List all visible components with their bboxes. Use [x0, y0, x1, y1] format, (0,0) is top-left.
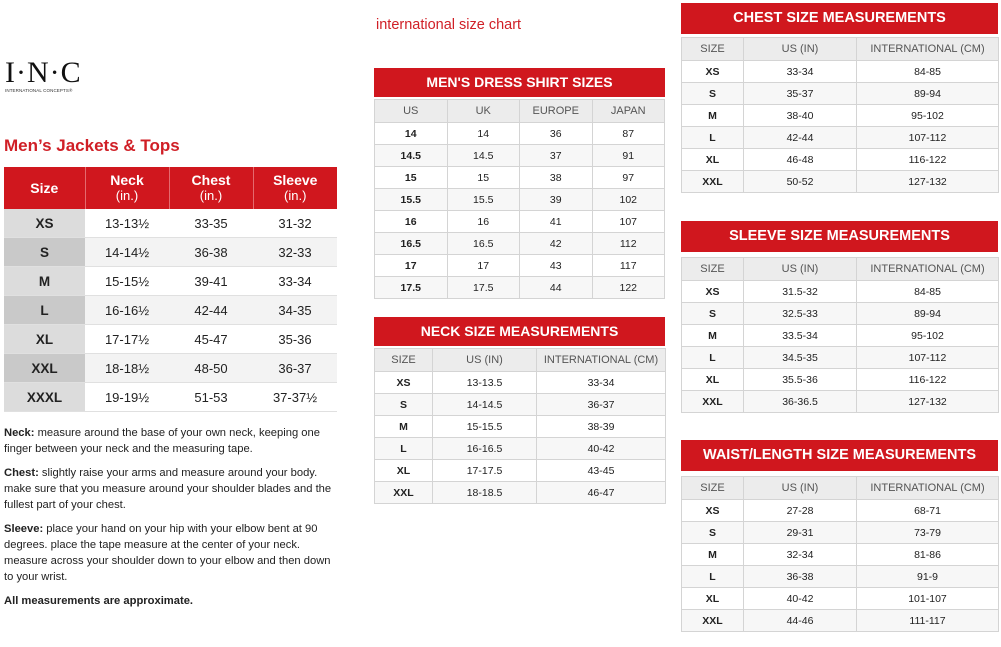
table-row	[682, 303, 999, 325]
size-cell: XS	[682, 281, 744, 303]
sleeve-size-title: SLEEVE SIZE MEASUREMENTS	[681, 221, 998, 252]
size-cell: L	[682, 347, 744, 369]
table-row	[682, 281, 999, 303]
size-cell: 16.5	[375, 233, 448, 255]
table-row	[375, 372, 666, 394]
note-label: Chest:	[4, 467, 39, 479]
table-row	[682, 83, 999, 105]
table-body	[682, 281, 999, 413]
value-cell: 31-32	[253, 209, 337, 238]
logo-tagline: INTERNATIONAL CONCEPTS®	[5, 88, 73, 93]
value-cell: 97	[592, 167, 665, 189]
column-header: SIZE	[682, 258, 744, 281]
value-cell: 35-37	[744, 83, 857, 105]
neck-size-table	[374, 348, 666, 504]
size-cell: 17	[375, 255, 448, 277]
size-cell: XXXL	[4, 383, 85, 412]
table-row	[682, 127, 999, 149]
value-cell: 117	[592, 255, 665, 277]
table-row	[4, 267, 337, 296]
table-row	[375, 482, 666, 504]
size-cell: XL	[682, 588, 744, 610]
value-cell: 32-34	[744, 544, 857, 566]
size-cell: M	[682, 325, 744, 347]
neck-note	[4, 425, 339, 457]
table-row	[682, 149, 999, 171]
header-label: Sleeve	[273, 172, 318, 188]
jackets-size-table	[4, 167, 337, 412]
logo-mark: I·N·C	[5, 56, 82, 89]
value-cell: 15.5	[447, 189, 520, 211]
value-cell: 107	[592, 211, 665, 233]
table-header-row	[682, 258, 999, 281]
column-header: US (IN)	[433, 349, 537, 372]
note-text: place your hand on your hip with your elbow bent at 90 degrees. place the tape measure at the center of your neck. measure across your shoulder down to your elbow and then down to your wrist.	[4, 523, 331, 583]
table-row	[682, 522, 999, 544]
value-cell: 127-132	[857, 391, 999, 413]
header-unit: (in.)	[284, 188, 307, 203]
chest-size-title: CHEST SIZE MEASUREMENTS	[681, 3, 998, 34]
size-cell: 14.5	[375, 145, 448, 167]
table-row	[375, 145, 665, 167]
table-row	[4, 383, 337, 412]
value-cell: 44	[520, 277, 593, 299]
column-header: US (IN)	[744, 38, 857, 61]
value-cell: 35-36	[253, 325, 337, 354]
column-header: INTERNATIONAL (CM)	[857, 258, 999, 281]
value-cell: 15	[447, 167, 520, 189]
column-header: US (IN)	[744, 477, 857, 500]
value-cell: 34.5-35	[744, 347, 857, 369]
note-text: measure around the base of your own neck, keeping one finger between your neck and the measuring tape.	[4, 427, 320, 455]
value-cell: 34-35	[253, 296, 337, 325]
value-cell: 36-38	[169, 238, 253, 267]
size-cell: L	[682, 127, 744, 149]
size-cell: 14	[375, 123, 448, 145]
size-cell: XXL	[375, 482, 433, 504]
size-cell: 15.5	[375, 189, 448, 211]
value-cell: 39-41	[169, 267, 253, 296]
size-cell: XS	[4, 209, 85, 238]
column-header: SIZE	[682, 38, 744, 61]
size-cell: XXL	[682, 610, 744, 632]
value-cell: 127-132	[857, 171, 999, 193]
size-cell: L	[4, 296, 85, 325]
table-row	[4, 209, 337, 238]
waist-length-title: WAIST/LENGTH SIZE MEASUREMENTS	[681, 440, 998, 471]
value-cell: 15-15½	[85, 267, 169, 296]
value-cell: 40-42	[744, 588, 857, 610]
value-cell: 33-34	[744, 61, 857, 83]
value-cell: 84-85	[857, 281, 999, 303]
value-cell: 73-79	[857, 522, 999, 544]
table-row	[4, 296, 337, 325]
value-cell: 84-85	[857, 61, 999, 83]
table-row	[375, 255, 665, 277]
approx-note	[4, 593, 339, 609]
value-cell: 50-52	[744, 171, 857, 193]
value-cell: 14.5	[447, 145, 520, 167]
value-cell: 95-102	[857, 105, 999, 127]
table-row	[4, 354, 337, 383]
size-cell: S	[682, 83, 744, 105]
value-cell: 33.5-34	[744, 325, 857, 347]
inc-logo	[5, 56, 82, 93]
value-cell: 36-37	[253, 354, 337, 383]
dress-shirt-table	[374, 99, 665, 299]
table-row	[375, 416, 666, 438]
table-row	[682, 500, 999, 522]
value-cell: 102	[592, 189, 665, 211]
table-row	[375, 394, 666, 416]
table-row	[682, 369, 999, 391]
table-header-row	[682, 477, 999, 500]
note-label: Sleeve:	[4, 523, 44, 535]
value-cell: 35.5-36	[744, 369, 857, 391]
chest-note	[4, 465, 339, 513]
value-cell: 87	[592, 123, 665, 145]
column-header: US	[375, 100, 448, 123]
value-cell: 116-122	[857, 149, 999, 171]
value-cell: 122	[592, 277, 665, 299]
value-cell: 95-102	[857, 325, 999, 347]
value-cell: 36-38	[744, 566, 857, 588]
value-cell: 111-117	[857, 610, 999, 632]
size-cell: L	[682, 566, 744, 588]
table-row	[375, 438, 666, 460]
table-row	[375, 167, 665, 189]
value-cell: 48-50	[169, 354, 253, 383]
table-body	[4, 209, 337, 412]
header-label: Size	[30, 179, 59, 196]
note-label: Neck:	[4, 427, 35, 439]
table-header-row	[375, 100, 665, 123]
size-cell: L	[375, 438, 433, 460]
note-text: slightly raise your arms and measure around your body. make sure that you measure around your shoulder blades and the fullest part of your chest.	[4, 467, 332, 511]
value-cell: 36	[520, 123, 593, 145]
header-label: Neck	[110, 172, 144, 188]
neck-size-title: NECK SIZE MEASUREMENTS	[374, 317, 665, 346]
table-header-row	[682, 38, 999, 61]
value-cell: 39	[520, 189, 593, 211]
column-header: INTERNATIONAL (CM)	[857, 477, 999, 500]
table-row	[682, 61, 999, 83]
table-row	[375, 123, 665, 145]
size-cell: XXL	[682, 391, 744, 413]
value-cell: 14	[447, 123, 520, 145]
column-header: INTERNATIONAL (CM)	[857, 38, 999, 61]
table-row	[682, 325, 999, 347]
value-cell: 18-18.5	[433, 482, 537, 504]
value-cell: 38-40	[744, 105, 857, 127]
table-body	[682, 500, 999, 632]
value-cell: 38-39	[537, 416, 666, 438]
table-row	[682, 171, 999, 193]
value-cell: 37-37½	[253, 383, 337, 412]
table-header-row	[4, 167, 337, 209]
value-cell: 89-94	[857, 303, 999, 325]
column-header: UK	[447, 100, 520, 123]
value-cell: 81-86	[857, 544, 999, 566]
table-row	[4, 325, 337, 354]
value-cell: 33-34	[253, 267, 337, 296]
header-label: Chest	[191, 172, 231, 188]
table-row	[682, 610, 999, 632]
header-unit: (in.)	[199, 188, 223, 203]
value-cell: 116-122	[857, 369, 999, 391]
value-cell: 17-17.5	[433, 460, 537, 482]
waist-length-table	[681, 476, 999, 632]
size-cell: S	[682, 522, 744, 544]
value-cell: 46-48	[744, 149, 857, 171]
value-cell: 107-112	[857, 347, 999, 369]
value-cell: 17.5	[447, 277, 520, 299]
value-cell: 16-16½	[85, 296, 169, 325]
size-cell: M	[682, 544, 744, 566]
size-cell: XL	[682, 149, 744, 171]
table-row	[375, 277, 665, 299]
jackets-tops-title: Men’s Jackets & Tops	[4, 136, 180, 155]
value-cell: 40-42	[537, 438, 666, 460]
value-cell: 16	[447, 211, 520, 233]
value-cell: 15-15.5	[433, 416, 537, 438]
value-cell: 16.5	[447, 233, 520, 255]
value-cell: 42-44	[169, 296, 253, 325]
value-cell: 17-17½	[85, 325, 169, 354]
table-row	[682, 588, 999, 610]
value-cell: 32-33	[253, 238, 337, 267]
column-header: EUROPE	[520, 100, 593, 123]
value-cell: 38	[520, 167, 593, 189]
column-header: SIZE	[682, 477, 744, 500]
value-cell: 45-47	[169, 325, 253, 354]
table-body	[375, 372, 666, 504]
value-cell: 43	[520, 255, 593, 277]
dress-shirt-title: MEN'S DRESS SHIRT SIZES	[374, 68, 665, 97]
value-cell: 27-28	[744, 500, 857, 522]
size-cell: 16	[375, 211, 448, 233]
value-cell: 112	[592, 233, 665, 255]
value-cell: 18-18½	[85, 354, 169, 383]
header-unit: (in.)	[115, 188, 139, 203]
header-sleeve	[253, 167, 337, 209]
table-row	[682, 566, 999, 588]
value-cell: 91	[592, 145, 665, 167]
value-cell: 13-13.5	[433, 372, 537, 394]
size-cell: 15	[375, 167, 448, 189]
size-cell: 17.5	[375, 277, 448, 299]
value-cell: 51-53	[169, 383, 253, 412]
size-cell: S	[4, 238, 85, 267]
size-cell: XL	[375, 460, 433, 482]
measurement-notes	[4, 425, 339, 617]
chest-size-table	[681, 37, 999, 193]
table-row	[682, 544, 999, 566]
value-cell: 37	[520, 145, 593, 167]
value-cell: 44-46	[744, 610, 857, 632]
table-body	[375, 123, 665, 299]
value-cell: 14-14½	[85, 238, 169, 267]
table-row	[682, 347, 999, 369]
table-row	[375, 460, 666, 482]
header-chest	[169, 167, 253, 209]
value-cell: 41	[520, 211, 593, 233]
size-cell: M	[375, 416, 433, 438]
size-cell: S	[682, 303, 744, 325]
value-cell: 14-14.5	[433, 394, 537, 416]
table-row	[375, 233, 665, 255]
value-cell: 43-45	[537, 460, 666, 482]
value-cell: 32.5-33	[744, 303, 857, 325]
table-row	[4, 238, 337, 267]
size-cell: XXL	[4, 354, 85, 383]
value-cell: 89-94	[857, 83, 999, 105]
value-cell: 36-37	[537, 394, 666, 416]
value-cell: 46-47	[537, 482, 666, 504]
value-cell: 31.5-32	[744, 281, 857, 303]
table-row	[375, 211, 665, 233]
value-cell: 17	[447, 255, 520, 277]
column-header: SIZE	[375, 349, 433, 372]
value-cell: 13-13½	[85, 209, 169, 238]
value-cell: 42-44	[744, 127, 857, 149]
value-cell: 91-9	[857, 566, 999, 588]
size-cell: XS	[682, 61, 744, 83]
note-label: All measurements are approximate.	[4, 595, 194, 607]
value-cell: 42	[520, 233, 593, 255]
size-cell: XS	[682, 500, 744, 522]
size-cell: XS	[375, 372, 433, 394]
size-cell: M	[682, 105, 744, 127]
table-header-row	[375, 349, 666, 372]
header-size	[4, 167, 85, 209]
value-cell: 36-36.5	[744, 391, 857, 413]
value-cell: 107-112	[857, 127, 999, 149]
column-header: JAPAN	[592, 100, 665, 123]
size-cell: S	[375, 394, 433, 416]
sleeve-note	[4, 521, 339, 585]
column-header: INTERNATIONAL (CM)	[537, 349, 666, 372]
international-size-chart-title: international size chart	[376, 17, 522, 33]
header-neck	[85, 167, 169, 209]
size-cell: M	[4, 267, 85, 296]
size-cell: XL	[4, 325, 85, 354]
column-header: US (IN)	[744, 258, 857, 281]
value-cell: 101-107	[857, 588, 999, 610]
table-body	[682, 61, 999, 193]
table-row	[682, 105, 999, 127]
table-row	[682, 391, 999, 413]
table-row	[375, 189, 665, 211]
value-cell: 68-71	[857, 500, 999, 522]
value-cell: 33-34	[537, 372, 666, 394]
sleeve-size-table	[681, 257, 999, 413]
value-cell: 19-19½	[85, 383, 169, 412]
value-cell: 29-31	[744, 522, 857, 544]
size-cell: XXL	[682, 171, 744, 193]
value-cell: 33-35	[169, 209, 253, 238]
value-cell: 16-16.5	[433, 438, 537, 460]
size-cell: XL	[682, 369, 744, 391]
